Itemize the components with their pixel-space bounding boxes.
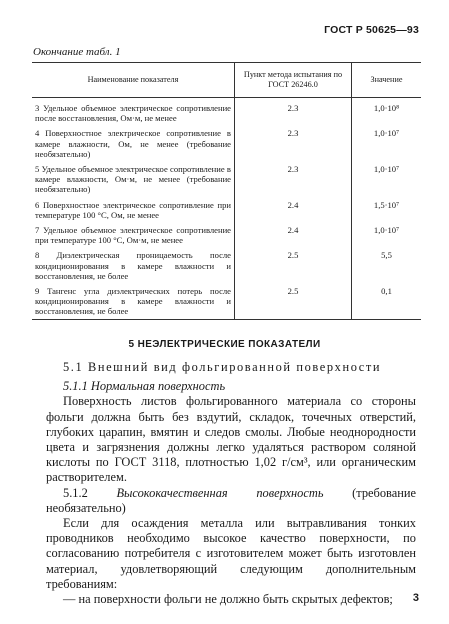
table-header-row	[32, 63, 421, 98]
subsection-5-1-1-heading: 5.1.1 Нормальная поверхность	[63, 379, 226, 394]
row-name: 6 Поверхностное электрическое сопротивление при температуре 100 °С, Ом, не менее	[32, 197, 235, 222]
row-name: 3 Удельное объемное электрическое сопротивление после восстановления, Ом·м, не менее	[32, 98, 235, 126]
row-name: 8 Диэлектрическая проницаемость после кондиционирования в камере влажности и восстановления, не более	[32, 247, 235, 283]
table-row	[32, 98, 421, 126]
row-name: 7 Удельное объемное электрическое сопротивление при температуре 100 °С, Ом·м, не менее	[32, 222, 235, 247]
row-name: 9 Тангенс угла диэлектрических потерь после кондиционирования в камере влажности и восстановления, не более	[32, 283, 235, 319]
row-value: 1,0·10⁸	[373, 103, 400, 113]
table-row	[32, 161, 421, 197]
row-value: 1,0·10⁷	[373, 225, 400, 236]
column-header-value: Значение	[352, 63, 422, 98]
row-method: 2.4	[235, 222, 352, 247]
row-name: 5 Удельное объемное электрическое сопротивление в камере влажности, Ом·м, не менее (требование необязательно)	[32, 161, 235, 197]
row-name: 4 Поверхностное электрическое сопротивление в камере влажности, Ом, не менее (требование необязательно)	[32, 125, 235, 161]
row-value: 5,5	[381, 250, 392, 261]
table-row	[32, 222, 421, 247]
table-row	[32, 247, 421, 283]
page-number: 3	[412, 592, 419, 604]
row-value: 1,5·10⁷	[373, 199, 400, 210]
table-continuation-caption: Окончание табл. 1	[33, 46, 121, 58]
row-method: 2.5	[235, 283, 352, 319]
row-method: 2.4	[235, 197, 352, 222]
table-row	[32, 197, 421, 222]
properties-table	[32, 62, 421, 320]
row-value: 1,0·10⁷	[373, 164, 400, 175]
subsection-5-1-2-text: Если для осаждения металла или вытравливания тонких проводников необходимо высокое качество поверхности, по согласованию потребителя с изготовителем может быть изготовлен материал, удовлетворяющий следующим дополнительным требованиям:	[46, 516, 416, 591]
subsection-5-1-2-note: (требование необязательно)	[46, 485, 416, 515]
column-header-method: Пункт метода испытания по ГОСТ 26246.0	[235, 63, 352, 98]
subsection-5-1-2-number: 5.1.2	[63, 485, 88, 500]
standard-id-header: ГОСТ Р 50625—93	[324, 24, 419, 36]
row-method: 2.3	[235, 98, 352, 126]
subsection-5-1-2-heading	[46, 486, 416, 516]
row-method: 2.3	[235, 125, 352, 161]
row-method: 2.5	[235, 247, 352, 283]
column-header-name: Наименование показателя	[32, 63, 235, 98]
subsection-5-1-1-text: Поверхность листов фольгированного материала со стороны фольги должна быть без вздутий, складок, точечных отверстий, глубоких царапин, вмятин и следов смолы. Любые неоднородности цвета и загрязнения должны легко удаляться раствором соляной кислоты по ГОСТ 3118, плотностью 1,02 г/см³, или органическим растворителем.	[46, 394, 416, 485]
row-value: 1,0·10⁷	[373, 128, 400, 139]
row-method: 2.3	[235, 161, 352, 197]
row-value: 0,1	[352, 283, 422, 319]
table-row	[32, 283, 421, 319]
section-body	[46, 360, 416, 607]
subsection-5-1-heading: 5.1 Внешний вид фольгированной поверхности	[63, 360, 382, 374]
subsection-5-1-2-title: Высококачественная поверхность	[116, 485, 324, 500]
table-row	[32, 125, 421, 161]
section-title: 5 НЕЭЛЕКТРИЧЕСКИЕ ПОКАЗАТЕЛИ	[128, 339, 321, 350]
requirement-bullet: — на поверхности фольги не должно быть скрытых дефектов;	[63, 592, 393, 607]
